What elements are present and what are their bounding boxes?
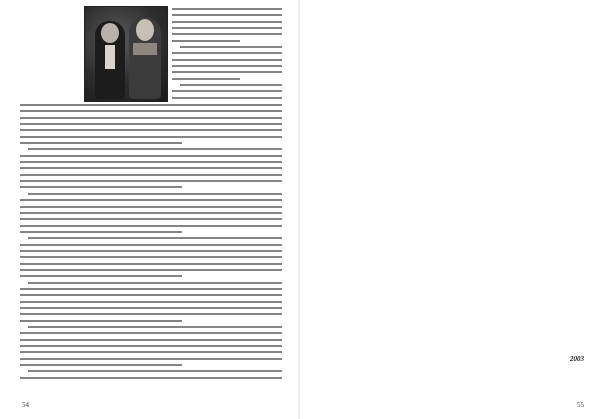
- text-line: [20, 275, 182, 277]
- text-line: [20, 313, 282, 315]
- photo-person-left: [95, 21, 125, 99]
- text-line: [20, 345, 282, 347]
- text-line: [20, 123, 282, 125]
- text-line: [20, 212, 282, 214]
- text-line: [20, 206, 282, 208]
- text-line: [28, 326, 282, 328]
- text-line: [172, 40, 240, 42]
- text-line: [20, 218, 282, 220]
- text-line: [172, 78, 240, 80]
- text-line: [20, 377, 282, 379]
- text-line: [28, 282, 282, 284]
- photo-person-left-shirt: [105, 45, 115, 69]
- text-line: [172, 90, 282, 92]
- text-line: [20, 269, 282, 271]
- text-line: [20, 351, 282, 353]
- text-line: [172, 14, 282, 16]
- year-mark: 2003: [570, 355, 584, 363]
- text-line: [20, 155, 282, 157]
- text-line: [20, 136, 282, 138]
- text-line: [20, 320, 182, 322]
- text-line: [20, 364, 182, 366]
- photo-person-right-head: [136, 19, 154, 41]
- text-line: [172, 8, 282, 10]
- text-line: [172, 21, 282, 23]
- text-line: [20, 110, 282, 112]
- text-line: [172, 52, 282, 54]
- text-line: [172, 27, 282, 29]
- text-line: [20, 186, 182, 188]
- text-line: [20, 339, 282, 341]
- text-line: [20, 301, 282, 303]
- text-line: [172, 65, 282, 67]
- photo-person-right-scarf: [133, 43, 157, 55]
- text-line: [172, 97, 282, 99]
- right-page-number: 55: [577, 401, 584, 409]
- text-line: [20, 104, 282, 106]
- text-line: [20, 180, 282, 182]
- left-page-body-text: [20, 104, 282, 383]
- text-line: [28, 237, 282, 239]
- photo-person-left-head: [101, 23, 119, 43]
- text-line: [20, 307, 282, 309]
- text-line: [28, 148, 282, 150]
- text-line: [20, 250, 282, 252]
- text-line: [20, 142, 182, 144]
- text-line: [172, 59, 282, 61]
- photo-person-right: [129, 17, 161, 99]
- text-line: [20, 358, 282, 360]
- text-line: [20, 332, 282, 334]
- text-line: [20, 117, 282, 119]
- text-line: [20, 294, 282, 296]
- text-line: [20, 167, 282, 169]
- text-line: [20, 263, 282, 265]
- text-line: [20, 256, 282, 258]
- left-page-text-beside-photo: [172, 8, 282, 103]
- text-line: [172, 33, 282, 35]
- text-line: [20, 129, 282, 131]
- text-line: [20, 244, 282, 246]
- text-line: [20, 199, 282, 201]
- portrait-photo: [84, 6, 168, 102]
- text-line: [20, 288, 282, 290]
- text-line: [180, 46, 282, 48]
- text-line: [20, 225, 282, 227]
- text-line: [28, 370, 282, 372]
- text-line: [20, 174, 282, 176]
- text-line: [20, 161, 282, 163]
- text-line: [20, 231, 182, 233]
- text-line: [180, 84, 282, 86]
- text-line: [28, 193, 282, 195]
- left-page-number: 54: [22, 401, 29, 409]
- right-page: [300, 0, 600, 419]
- text-line: [172, 71, 282, 73]
